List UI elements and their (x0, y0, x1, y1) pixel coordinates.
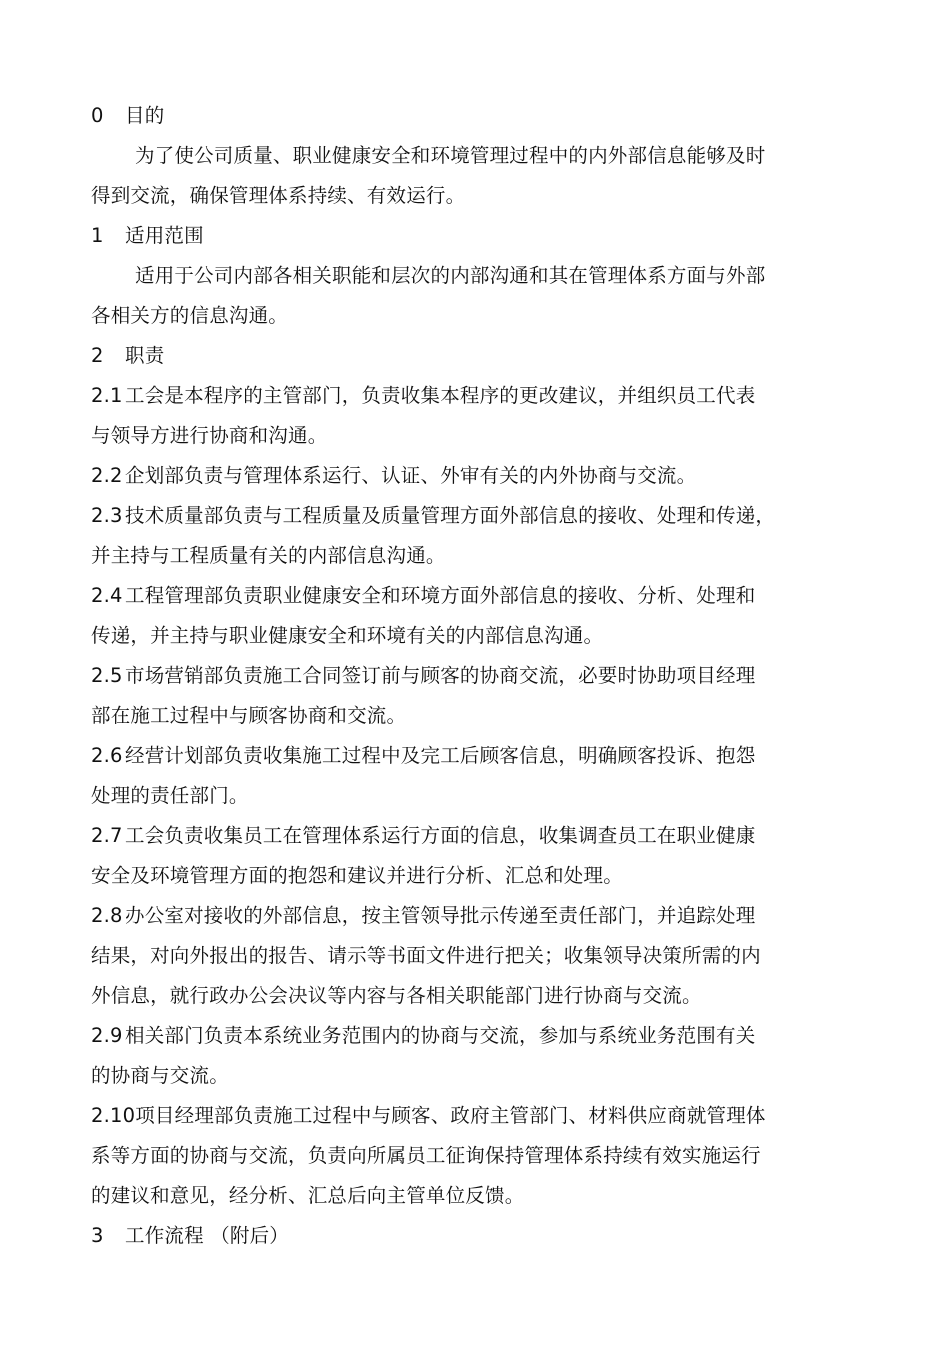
section-heading (91, 216, 816, 256)
document-body (91, 96, 816, 1256)
item-number: 2.4 (91, 584, 123, 607)
item-number: 2.7 (91, 824, 123, 847)
item-continuation: 处理的责任部门。 (91, 784, 249, 807)
section-number: 1 (91, 224, 104, 247)
section-number: 3 (91, 1224, 104, 1247)
item-number: 2.1 (91, 384, 123, 407)
item-number: 2.10 (91, 1104, 136, 1127)
section-heading (91, 96, 816, 136)
item-text: 工会是本程序的主管部门，负责收集本程序的更改建议，并组织员工代表 (125, 384, 756, 407)
section-number: 2 (91, 344, 104, 367)
list-item (91, 1096, 816, 1136)
item-text: 相关部门负责本系统业务范围内的协商与交流，参加与系统业务范围有关 (125, 1024, 756, 1047)
item-text: 技术质量部负责与工程质量及质量管理方面外部信息的接收、处理和传递， (125, 504, 776, 527)
item-text: 工程管理部负责职业健康安全和环境方面外部信息的接收、分析、处理和 (125, 584, 756, 607)
item-continuation: 与领导方进行协商和沟通。 (91, 424, 328, 447)
item-continuation: 的协商与交流。 (91, 1064, 229, 1087)
list-item (91, 376, 816, 416)
paragraph-line: 适用于公司内部各相关职能和层次的内部沟通和其在管理体系方面与外部 (135, 264, 766, 287)
section-title: 适用范围 (125, 224, 204, 247)
item-number: 2.9 (91, 1024, 123, 1047)
item-text: 工会负责收集员工在管理体系运行方面的信息，收集调查员工在职业健康 (125, 824, 756, 847)
item-continuation: 外信息，就行政办公会决议等内容与各相关职能部门进行协商与交流。 (91, 984, 702, 1007)
item-number: 2.8 (91, 904, 123, 927)
item-continuation: 的建议和意见，经分析、汇总后向主管单位反馈。 (91, 1184, 525, 1207)
paragraph-line: 各相关方的信息沟通。 (91, 304, 289, 327)
paragraph-line: 为了使公司质量、职业健康安全和环境管理过程中的内外部信息能够及时 (135, 144, 766, 167)
item-number: 2.2 (91, 464, 123, 487)
list-item (91, 456, 816, 496)
list-item (91, 736, 816, 776)
list-item (91, 496, 816, 536)
item-text: 项目经理部负责施工过程中与顾客、政府主管部门、材料供应商就管理体 (135, 1104, 766, 1127)
item-continuation: 部在施工过程中与顾客协商和交流。 (91, 704, 407, 727)
item-number: 2.3 (91, 504, 123, 527)
section-number: 0 (91, 104, 104, 127)
section-heading (91, 336, 816, 376)
item-text: 企划部负责与管理体系运行、认证、外审有关的内外协商与交流。 (125, 464, 697, 487)
item-number: 2.6 (91, 744, 123, 767)
paragraph-line: 得到交流，确保管理体系持续、有效运行。 (91, 184, 466, 207)
item-continuation: 安全及环境管理方面的抱怨和建议并进行分析、汇总和处理。 (91, 864, 623, 887)
list-item (91, 816, 816, 856)
section-title: 工作流程 （附后） (125, 1224, 289, 1247)
list-item (91, 656, 816, 696)
item-continuation: 并主持与工程质量有关的内部信息沟通。 (91, 544, 446, 567)
item-continuation: 传递，并主持与职业健康安全和环境有关的内部信息沟通。 (91, 624, 604, 647)
list-item (91, 1016, 816, 1056)
section-title: 职责 (125, 344, 165, 367)
section-title: 目的 (125, 104, 165, 127)
list-item (91, 576, 816, 616)
item-text: 办公室对接收的外部信息，按主管领导批示传递至责任部门，并追踪处理 (125, 904, 756, 927)
item-continuation: 结果，对向外报出的报告、请示等书面文件进行把关；收集领导决策所需的内 (91, 944, 761, 967)
list-item (91, 896, 816, 936)
item-text: 经营计划部负责收集施工过程中及完工后顾客信息，明确顾客投诉、抱怨 (125, 744, 756, 767)
item-number: 2.5 (91, 664, 123, 687)
item-continuation: 系等方面的协商与交流，负责向所属员工征询保持管理体系持续有效实施运行 (91, 1144, 761, 1167)
item-text: 市场营销部负责施工合同签订前与顾客的协商交流，必要时协助项目经理 (125, 664, 756, 687)
section-heading (91, 1216, 816, 1256)
